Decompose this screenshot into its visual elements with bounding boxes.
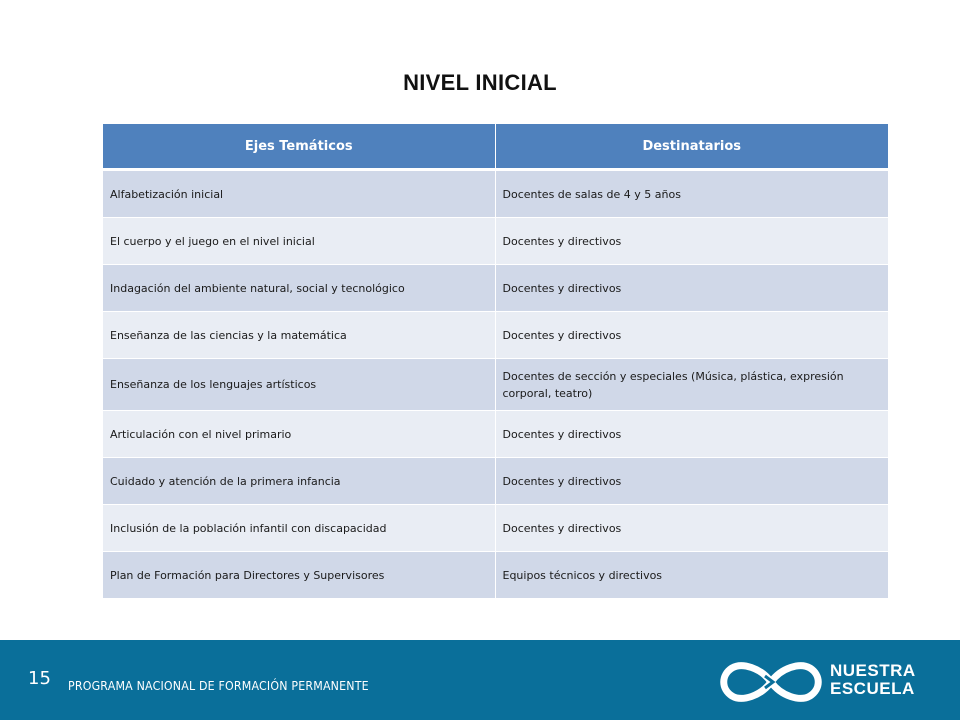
table-cell-eje: Plan de Formación para Directores y Supervisores — [103, 552, 495, 599]
table-cell-eje: Inclusión de la población infantil con discapacidad — [103, 505, 495, 552]
table-cell-eje: Cuidado y atención de la primera infancia — [103, 458, 495, 505]
table-cell-destinatario: Docentes y directivos — [495, 458, 888, 505]
table-cell-destinatario: Docentes y directivos — [495, 218, 888, 265]
infinity-logo-icon — [718, 658, 824, 706]
table-header-row — [103, 124, 888, 170]
page-number: 15 — [28, 668, 51, 689]
table-row — [103, 312, 888, 359]
table-cell-eje: El cuerpo y el juego en el nivel inicial — [103, 218, 495, 265]
table-cell-destinatario: Docentes y directivos — [495, 505, 888, 552]
table-row — [103, 505, 888, 552]
table-row — [103, 218, 888, 265]
table-row — [103, 359, 888, 411]
page-title: NIVEL INICIAL — [403, 70, 557, 95]
table-row — [103, 458, 888, 505]
program-name: PROGRAMA NACIONAL DE FORMACIÓN PERMANENTE — [68, 679, 369, 693]
column-header-ejes: Ejes Temáticos — [103, 124, 495, 170]
table-cell-destinatario: Equipos técnicos y directivos — [495, 552, 888, 599]
table-cell-destinatario: Docentes y directivos — [495, 411, 888, 458]
table-cell-destinatario: Docentes y directivos — [495, 312, 888, 359]
themes-table — [103, 124, 888, 599]
logo-wordmark — [830, 662, 916, 698]
table-row — [103, 170, 888, 218]
table-row — [103, 265, 888, 312]
table-cell-eje: Enseñanza de las ciencias y la matemática — [103, 312, 495, 359]
table-cell-destinatario: Docentes de sección y especiales (Música, plástica, expresión corporal, teatro) — [495, 359, 888, 411]
column-header-destinatarios: Destinatarios — [495, 124, 888, 170]
table-cell-eje: Alfabetización inicial — [103, 170, 495, 218]
table-cell-destinatario: Docentes de salas de 4 y 5 años — [495, 170, 888, 218]
table-cell-eje: Indagación del ambiente natural, social y tecnológico — [103, 265, 495, 312]
footer-bar — [0, 640, 960, 720]
table-cell-eje: Enseñanza de los lenguajes artísticos — [103, 359, 495, 411]
table-row — [103, 411, 888, 458]
table-cell-destinatario: Docentes y directivos — [495, 265, 888, 312]
logo-line-2: ESCUELA — [830, 679, 915, 698]
table-cell-eje: Articulación con el nivel primario — [103, 411, 495, 458]
table-row — [103, 552, 888, 599]
logo-line-1: NUESTRA — [830, 661, 916, 680]
